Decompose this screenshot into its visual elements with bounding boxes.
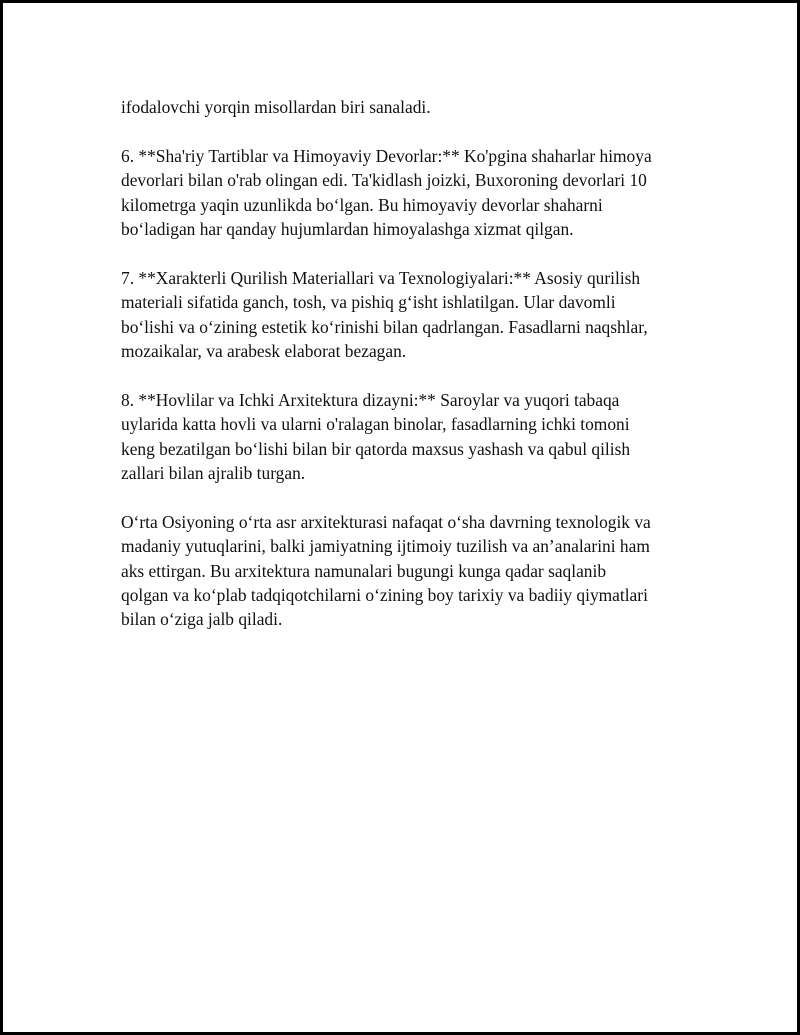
text-line: 8. **Hovlilar va Ichki Arxitektura dizayni:** Saroylar va yuqori tabaqa xyxy=(121,389,620,410)
paragraph-item-7 xyxy=(121,266,701,364)
text-line: uylarida katta hovli va ularni o'ralagan binolar, fasadlarning ichki tomoni xyxy=(121,414,630,435)
text-line: O‘rta Osiyoning o‘rta asr arxitekturasi nafaqat o‘sha davrning texnologik va xyxy=(121,511,651,532)
text-line: madaniy yutuqlarini, balki jamiyatning ijtimoiy tuzilish va an’analarini ham xyxy=(121,536,650,557)
text-line: mozaikalar, va arabesk elaborat bezagan. xyxy=(121,341,407,362)
text-line: qolgan va ko‘plab tadqiqotchilarni o‘zining boy tarixiy va badiiy qiymatlari xyxy=(121,585,648,606)
text-line: 6. **Sha'riy Tartiblar va Himoyaviy Devorlar:** Ko'pgina shaharlar himoya xyxy=(121,145,652,166)
paragraph-item-6 xyxy=(121,144,701,242)
text-line: materiali sifatida ganch, tosh, va pishiq g‘isht ishlatilgan. Ular davomli xyxy=(121,292,616,313)
paragraph-item-8 xyxy=(121,388,701,486)
text-line: keng bezatilgan bo‘lishi bilan bir qatorda maxsus yashash va qabul qilish xyxy=(121,438,631,459)
text-line: devorlari bilan o'rab olingan edi. Ta'kidlash joizki, Buxoroning devorlari 10 xyxy=(121,170,647,191)
paragraph-intro-tail xyxy=(121,95,701,119)
paragraph-conclusion xyxy=(121,510,701,632)
text-line: bo‘ladigan har qanday hujumlardan himoyalashga xizmat qilgan. xyxy=(121,219,574,240)
text-line: kilometrga yaqin uzunlikda bo‘lgan. Bu himoyaviy devorlar shaharni xyxy=(121,194,603,215)
document-body xyxy=(121,95,701,656)
text-line: bilan o‘ziga jalb qiladi. xyxy=(121,609,283,630)
text-line: 7. **Xarakterli Qurilish Materiallari va Texnologiyalari:** Asosiy qurilish xyxy=(121,267,641,288)
text-line: ifodalovchi yorqin misollardan biri sanaladi. xyxy=(121,97,431,117)
text-line: aks ettirgan. Bu arxitektura namunalari bugungi kunga qadar saqlanib xyxy=(121,560,607,581)
text-line: zallari bilan ajralib turgan. xyxy=(121,463,306,484)
text-line: bo‘lishi va o‘zining estetik ko‘rinishi bilan qadrlangan. Fasadlarni naqshlar, xyxy=(121,316,648,337)
